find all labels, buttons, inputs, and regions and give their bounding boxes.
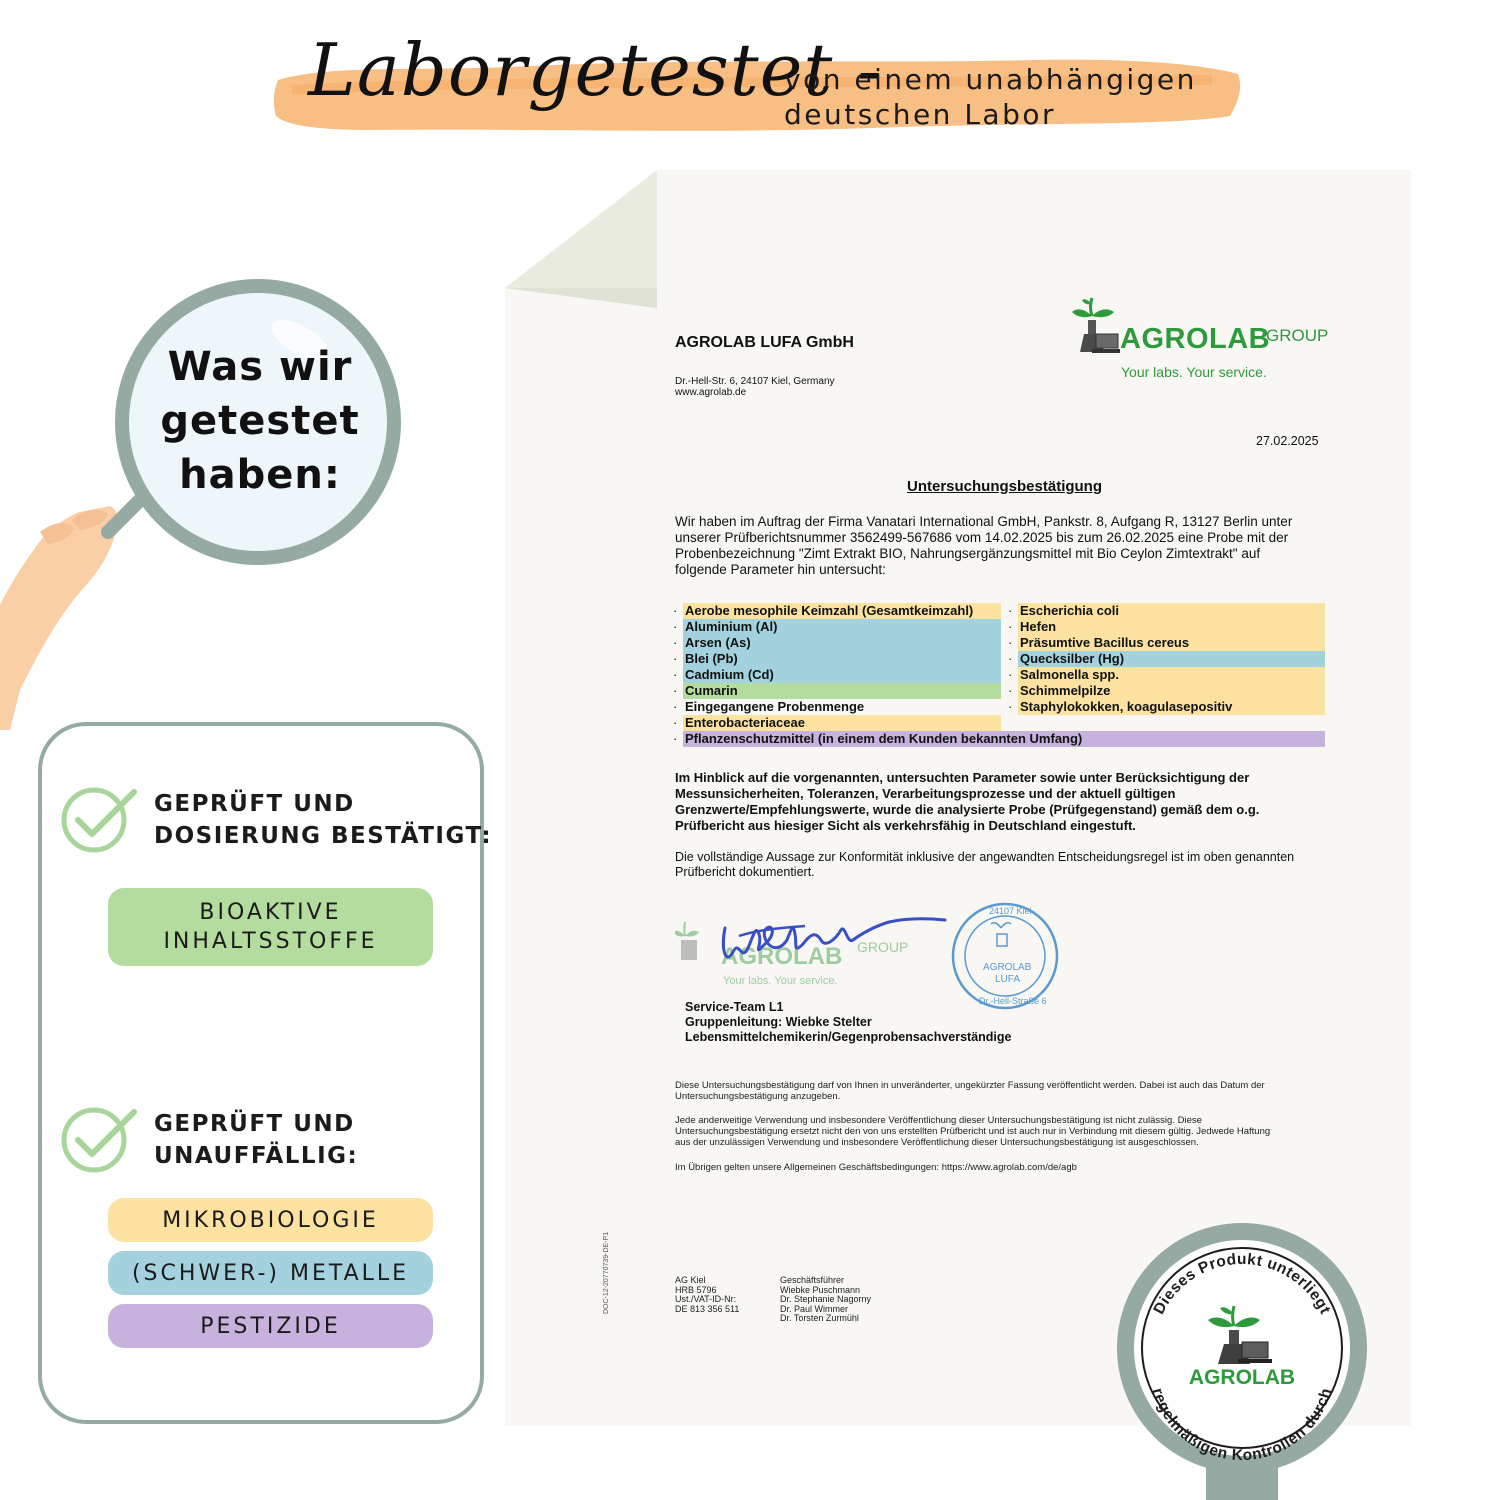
param-label: Arsen (As) [683,635,1001,651]
magnifier-text [150,340,370,502]
pill-line: PESTIZIDE [200,1313,341,1339]
signature-stamp-image [675,900,955,996]
param-label: Pflanzenschutzmittel (in einem dem Kunden bekannten Umfang) [683,731,1325,747]
fine-line: Jede anderweitige Verwendung und insbesondere Veröffentlichung dieser Untersuchungsbestätigung ist nicht zulässig. Diese [675,1115,1202,1126]
header-subtitle-line: von einem unabhängigen [784,63,1197,96]
svg-text:AGROLAB: AGROLAB [721,943,843,970]
footer-line: HRB 5796 [675,1284,717,1295]
document-title: Untersuchungsbestätigung [907,478,1103,495]
tested-info-box [38,722,493,1424]
statement-line: Im Hinblick auf die vorgenannten, untersuchten Parameter sowie unter Berücksichtigung der [675,770,1250,785]
fine-line: aus der unzulässigen Verwendung und insbesondere Veröffentlichung dieser Untersuchungsbestätigung ist ausgeschlossen. [675,1137,1199,1148]
heading-line: GEPRÜFT UND [154,791,355,817]
statement-line: Grenzwerte/Empfehlungswerte, wurde die analysierte Probe (Prüfgegenstand) gemäß dem o.g. [675,802,1260,817]
fine-print-publication [675,1080,1335,1102]
document-date: 27.02.2025 [1256,434,1319,448]
svg-text:Your labs. Your service.: Your labs. Your service. [723,975,838,987]
document-id: DOC-12-20770739-DE-P1 [603,1231,610,1314]
intro-line: Probenbezeichnung "Zimt Extrakt BIO, Nahrungsergänzungsmittel mit Bio Ceylon Zimtextrakt" auf [675,546,1261,561]
statement-line: Messunsicherheiten, Toleranzen, Verarbeitungsprozesse und der aktuell gültigen [675,786,1176,801]
svg-text:Dr.-Hell-Straße 6: Dr.-Hell-Straße 6 [979,996,1047,1006]
address-line: Dr.-Hell-Str. 6, 24107 Kiel, Germany [675,376,835,387]
param-label: Staphylokokken, koagulasepositiv [1018,699,1325,715]
agrolab-seal-badge [1112,1218,1372,1500]
logo-wordmark: AGROLAB [1120,323,1271,355]
seal-brand: AGROLAB [1188,1366,1296,1389]
param-label: Cumarin [683,683,1001,699]
checkmark-icon [60,1104,138,1174]
param-label: Blei (Pb) [683,651,1001,667]
svg-text:LUFA: LUFA [995,974,1021,985]
intro-line: unserer Prüfberichtsnummer 3562499-567686 vom 14.02.2025 bis zum 26.02.2025 eine Probe mit der [675,530,1289,545]
param-label: Enterobacteriaceae [683,715,1001,731]
seal-bottom-text: regelmäßigen Kontrollen durch [1148,1385,1336,1465]
conformity-note [675,850,1335,880]
param-label: Aluminium (Al) [683,619,1001,635]
footer-line: Dr. Paul Wimmer [780,1303,849,1314]
pill-bioactive [108,888,433,966]
signatory-line: Service-Team L1 [685,1000,784,1014]
seal-top-text: Dieses Produkt unterliegt [1150,1250,1334,1318]
pill-line: (SCHWER-) METALLE [131,1260,410,1286]
svg-text:24107 Kiel: 24107 Kiel [989,906,1032,916]
fine-line: Untersuchungsbestätigung ersetzt nicht den von uns erstellten Prüfbericht und ist auch nur in Verbindung mit diesem gültig. Jedwede Haftung [675,1126,1271,1137]
header-subtitle [784,62,1197,132]
signatory-block [685,1000,1012,1045]
fine-print-terms [675,1162,1335,1173]
footer-line: Wiebke Puschmann [780,1284,861,1295]
param-label: Aerobe mesophile Keimzahl (Gesamtkeimzahl) [683,603,1001,619]
param-label: Quecksilber (Hg) [1018,651,1325,667]
heading-line: UNAUFFÄLLIG: [154,1143,359,1169]
fine-print-usage [675,1115,1335,1148]
statement-line: Prüfbericht aus hiesiger Sicht als verkehrsfähig in Deutschland eingestuft. [675,818,1136,833]
svg-text:GROUP: GROUP [857,939,909,955]
footer-registry [675,1276,739,1314]
lab-company-name: AGROLAB LUFA GmbH [675,334,854,351]
section-heading-dosage [154,788,492,852]
param-label: Cadmium (Cd) [683,667,1001,683]
section-heading-unremarkable [154,1108,358,1172]
heading-line: GEPRÜFT UND [154,1111,355,1137]
footer-management [780,1276,871,1324]
signatory-line: Gruppenleitung: Wiebke Stelter [685,1015,872,1029]
lab-certificate-document: AGROLAB LUFA GmbH Dr.-Hell-Str. 6, 24107 Kiel, Germany www.agrolab.de AGROLAB GROUP Your labs. Your service. 27.02.2025 Untersuchungsbestätigung Wir haben im Auftrag der Firma Vanatari International GmbH, Pankstr. 8, Aufgang R, 13127 Berlin unter unserer Prüfberichtsnummer 3562499-567686 vom 14.02.2025 bis zum 26.02.2025 eine Probe mit der Probenbezeichnung "Zimt Extrakt BIO, Nahrungsergänzungsmittel mit Bio Ceylon Zimtextrakt" auf folgende Parameter hin untersucht: · Aerobe mesophile Keimzahl (Gesamtkeimzahl) · Aluminium (Al) · Arsen (As) · Blei (Pb) · Cadmium (Cd) · Cumarin · Eingegangene Probenmenge · Enterobacteriaceae · Escherichia coli · Hefen · Präsumtive Bacillus cereus · Quecksilber (Hg) · Salmonella spp. · Schimmelpilze · Staphylokokken, koagulasepositiv · Pflanzenschutzmittel (in einem dem Kunden bekannten Umfang) Im Hinblick auf die vorgenannten, untersuchten Parameter sowie unter Berücksichtigung der Messunsicherheiten, Toleranzen, Verarbeitungsprozesse und der aktuell gültigen Grenzwerte/Empfehlungswerte, wurde die analysierte Probe (Prüfgegenstand) gemäß dem o.g. Prüfbericht aus hiesiger Sicht als verkehrsfähig in Deutschland eingestuft. Die vollständige Aussage zur Konformität inklusive der angewandten Entscheidungsregel ist im oben genannten Prüfbericht dokumentiert. AGROLAB GROUP Your labs. Your service. 24107 Kiel AGROLAB LUFA Dr.-Hell-Straße 6 Service-Team L1 Gruppenleitung: Wiebke Stelter Lebensmittelchemikerin/Gegenprobensachverständige Diese Untersuchungsbestätigung darf von Ihnen in unveränderter, ungekürzter Fassung veröffentlicht werden. Dabei ist auch das Datum der Untersuchungsbestätigung anzugeben. Jede anderweitige Verwendung und insbesondere Veröffentlichung dieser Untersuchungsbestätigung ist nicht zulässig. Diese Untersuchungsbestätigung ersetzt nicht den von uns erstellten Prüfbericht und ist auch nur in Verbindung mit diesem gültig. Jedwede Haftung aus der unzulässigen Verwendung und insbesondere Veröffentlichung dieser Untersuchungsbestätigung ist ausgeschlossen. Im Übrigen gelten unsere Allgemeinen Geschäftsbedingungen: https://www.agrolab.com/de/agb DOC-12-20770739-DE-P1 AG Kiel HRB 5796 Ust./VAT-ID-Nr: DE 813 356 511 Geschäftsführer Wiebke Puschmann Dr. Stephanie Nagorny Dr. Paul Wimmer Dr. Torsten Zurmühl [505,170,1411,1426]
pill-line: BIOAKTIVE [199,900,342,925]
magnifier-line: haben: [179,452,341,498]
intro-paragraph [675,514,1335,578]
param-label: Präsumtive Bacillus cereus [1018,635,1325,651]
magnifier-line: Was wir [167,344,353,390]
svg-text:AGROLAB: AGROLAB [983,962,1032,973]
footer-line: Dr. Stephanie Nagorny [780,1294,872,1304]
address-line[interactable]: www.agrolab.de [675,387,747,398]
intro-line: folgende Parameter hin untersucht: [675,562,886,577]
param-label: Eingegangene Probenmenge [685,699,865,714]
footer-line: AG Kiel [675,1275,706,1285]
conformity-statement [675,770,1335,834]
agrolab-logo-icon [1070,294,1120,358]
footer-line: Dr. Torsten Zurmühl [780,1313,859,1323]
lab-address [675,376,835,398]
fine-line: Untersuchungsbestätigung anzugeben. [675,1091,841,1102]
header-script-title: Laborgetestet - [308,28,883,112]
note-line: Prüfbericht dokumentiert. [675,865,815,879]
pill-pesticides [108,1304,433,1348]
footer-line: DE 813 356 511 [675,1303,740,1314]
param-label: Schimmelpilze [1018,683,1325,699]
fine-line: Diese Untersuchungsbestätigung darf von Ihnen in unveränderter, ungekürzter Fassung veröffentlicht werden. Dabei ist auch das Datum der [675,1080,1265,1091]
header-subtitle-line: deutschen Labor [784,98,1056,131]
param-label: Salmonella spp. [1018,667,1325,683]
magnifier-line: getestet [160,398,360,444]
signatory-line: Lebensmittelchemikerin/Gegenprobensachverständige [685,1030,1012,1044]
param-label: Hefen [1018,619,1325,635]
footer-line: Geschäftsführer [780,1275,845,1285]
intro-line: Wir haben im Auftrag der Firma Vanatari International GmbH, Pankstr. 8, Aufgang R, 13127 Berlin unter [675,514,1293,529]
note-line: Die vollständige Aussage zur Konformität inklusive der angewandten Entscheidungsregel ist im oben genannten [675,850,1295,864]
footer-line: Ust./VAT-ID-Nr: [675,1294,737,1304]
pill-line: INHALTSSTOFFE [163,929,378,954]
logo-group-text: GROUP [1266,326,1329,345]
pill-line: MIKROBIOLOGIE [162,1207,379,1233]
pill-microbiology [108,1198,433,1242]
heading-line: DOSIERUNG BESTÄTIGT: [154,823,493,849]
official-seal-stamp [945,900,1065,1012]
fine-line[interactable]: Im Übrigen gelten unsere Allgemeinen Geschäftsbedingungen: https://www.agrolab.com/de/agb [675,1162,1077,1173]
checkmark-icon [60,784,138,854]
logo-tagline: Your labs. Your service. [1121,364,1267,380]
pill-heavy-metals [108,1251,433,1295]
param-label: Escherichia coli [1018,603,1325,619]
